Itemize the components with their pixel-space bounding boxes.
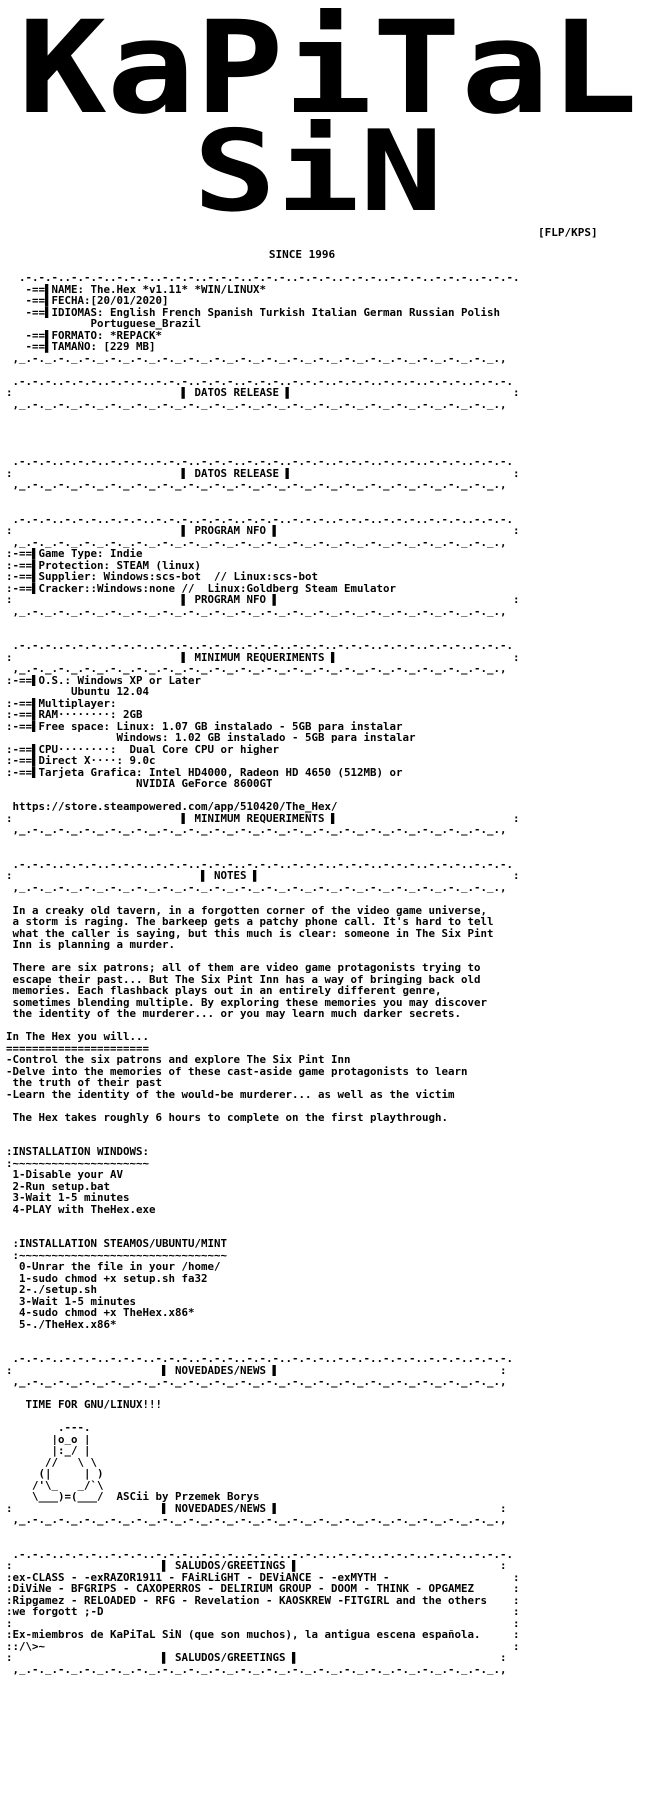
nfo-line	[6, 1215, 650, 1227]
nfo-line	[6, 617, 650, 629]
nfo-line	[6, 410, 650, 422]
nfo-line: -==▌NAME: The.Hex *v1.11* *WIN/LINUX*	[6, 283, 267, 295]
nfo-line	[6, 1411, 650, 1423]
nfo-line: :-==▌Free space: Linux: 1.07 GB instalado - 5GB para instalar	[6, 720, 403, 732]
nfo-line: :-==▌RAM········: 2GB	[6, 709, 143, 721]
logo-line-1: KaPiTaL	[18, 0, 638, 143]
nfo-line	[6, 433, 650, 445]
nfo-line: ,_.-._.-._.-._.-._.-._.-._.-._.-._.-._.-._.-._.-._.-._.-._.-._.-._.-._.-._.,	[6, 1376, 507, 1388]
nfo-line: .-.-.-..-.-.-..-.-.-..-.-.-..-.-.-..-.-.-..-.-.-..-.-.-..-.-.-..-.-.-..-.-.-.	[6, 272, 520, 284]
nfo-line: : ▌ NOVEDADES/NEWS ▌ :	[6, 1502, 507, 1514]
nfo-line: :Ex-miembros de KaPiTaL SiN (que son muchos), la antigua escena española. :	[6, 1629, 520, 1641]
nfo-line	[6, 1135, 650, 1147]
nfo-line: :DiViNe - BFGRIPS - CAXOPERROS - DELIRIUM GROUP - DOOM - THINK - OPGAMEZ :	[6, 1583, 520, 1595]
nfo-line: 2-./setup.sh	[6, 1284, 98, 1296]
nfo-line: ,_.-._.-._.-._.-._.-._.-._.-._.-._.-._.-._.-._.-._.-._.-._.-._.-._.-._.-._.,	[6, 1663, 507, 1675]
nfo-line: -Learn the identity of the would-be murderer... as well as the victim	[6, 1088, 455, 1100]
nfo-line: memories. Each flashback plays out in an entirely different genre,	[6, 985, 442, 997]
nfo-line: 4-PLAY with TheHex.exe	[6, 1203, 156, 1215]
nfo-line	[6, 1020, 650, 1032]
nfo-line: :-==▌Multiplayer:	[6, 697, 117, 709]
nfo-line: -==▌TAMAÑO: [229 MB]	[6, 341, 156, 353]
nfo-line	[6, 1526, 650, 1538]
nfo-line: :-==▌Game Type: Indie	[6, 548, 143, 560]
nfo-line	[6, 847, 650, 859]
nfo-line: ,_.-._.-._.-._.-._.-._.-._.-._.-._.-._.-._.-._.-._.-._.-._.-._.-._.-._.-._.,	[6, 536, 507, 548]
nfo-line: .-.-.-..-.-.-..-.-.-..-.-.-..-.-.-..-.-.-..-.-.-..-.-.-..-.-.-..-.-.-..-.-.-.	[6, 513, 514, 525]
nfo-line: ======================	[6, 1042, 150, 1054]
nfo-line: ,_.-._.-._.-._.-._.-._.-._.-._.-._.-._.-._.-._.-._.-._.-._.-._.-._.-._.-._.,	[6, 1514, 507, 1526]
nfo-line: |o_o |	[6, 1433, 91, 1445]
nfo-line: :-==▌Cracker::Windows:none // Linux:Goldberg Steam Emulator	[6, 582, 397, 594]
nfo-line: .-.-.-..-.-.-..-.-.-..-.-.-..-.-.-..-.-.-..-.-.-..-.-.-..-.-.-..-.-.-..-.-.-.	[6, 858, 514, 870]
nfo-line: : ▌ DATOS RELEASE ▌ :	[6, 387, 520, 399]
nfo-line	[6, 893, 650, 905]
nfo-line: In a creaky old tavern, in a forgotten corner of the video game universe,	[6, 904, 488, 916]
nfo-line	[6, 1342, 650, 1354]
nfo-line: escape their past... But The Six Pint Inn has a way of bringing back old	[6, 973, 481, 985]
nfo-line: :ex-CLASS - -exRAZOR1911 - FAiRLiGHT - DEViANCE - -exMYTH - :	[6, 1571, 520, 1583]
nfo-line: -==▌IDIOMAS: English French Spanish Turkish Italian German Russian Polish	[6, 306, 501, 318]
nfo-line	[6, 1100, 650, 1112]
nfo-line	[6, 445, 650, 457]
nfo-line	[6, 491, 650, 503]
nfo-line: .-.-.-..-.-.-..-.-.-..-.-.-..-.-.-..-.-.-..-.-.-..-.-.-..-.-.-..-.-.-..-.-.-.	[6, 1548, 514, 1560]
nfo-line: ,_.-._.-._.-._.-._.-._.-._.-._.-._.-._.-._.-._.-._.-._.-._.-._.-._.-._.-._.,	[6, 479, 507, 491]
nfo-line: .-.-.-..-.-.-..-.-.-..-.-.-..-.-.-..-.-.-..-.-.-..-.-.-..-.-.-..-.-.-..-.-.-.	[6, 640, 514, 652]
nfo-line: the truth of their past	[6, 1077, 163, 1089]
nfo-line	[6, 1227, 650, 1239]
nfo-line: : ▌ NOTES ▌ :	[6, 870, 520, 882]
nfo-line: : ▌ NOVEDADES/NEWS ▌ :	[6, 1364, 507, 1376]
nfo-line: 2-Run setup.bat	[6, 1180, 111, 1192]
nfo-line: : ▌ MINIMUM REQUERIMENTS ▌ :	[6, 812, 520, 824]
nfo-line: :-==▌Direct X····: 9.0c	[6, 755, 156, 767]
nfo-line	[6, 1330, 650, 1342]
nfo-line: // \ \	[6, 1456, 98, 1468]
nfo-line: 4-sudo chmod +x TheHex.x86*	[6, 1307, 195, 1319]
nfo-line: : ▌ SALUDOS/GREETINGS ▌ :	[6, 1560, 507, 1572]
nfo-line: the identity of the murderer... or you may learn much darker secrets.	[6, 1008, 462, 1020]
nfo-line: In The Hex you will...	[6, 1031, 150, 1043]
nfo-line	[6, 364, 650, 376]
since-text: SINCE 1996	[268, 248, 336, 261]
nfo-line: :~~~~~~~~~~~~~~~~~~~~~	[6, 1157, 150, 1169]
nfo-line: : ▌ MINIMUM REQUERIMENTS ▌ :	[6, 651, 520, 663]
nfo-line: sometimes blending multiple. By exploring these memories you may discover	[6, 996, 488, 1008]
nfo-line: : ▌ PROGRAM NFO ▌ :	[6, 525, 520, 537]
nfo-line: :INSTALLATION WINDOWS:	[6, 1146, 150, 1158]
nfo-line: :-==▌Protection: STEAM (linux)	[6, 559, 202, 571]
nfo-line: : ▌ SALUDOS/GREETINGS ▌ :	[6, 1652, 507, 1664]
nfo-line: :-==▌CPU········: Dual Core CPU or higher	[6, 743, 280, 755]
nfo-line: 0-Unrar the file in your /home/	[6, 1261, 221, 1273]
nfo-line: -Delve into the memories of these cast-aside game protagonists to learn	[6, 1065, 468, 1077]
nfo-line: TIME FOR GNU/LINUX!!!	[6, 1399, 163, 1411]
nfo-line	[6, 1388, 650, 1400]
nfo-line	[6, 836, 650, 848]
logo-line-2: SiN	[193, 107, 443, 237]
nfo-line: : :	[6, 1617, 520, 1629]
nfo-line: Inn is planning a murder.	[6, 939, 176, 951]
nfo-line: ,_.-._.-._.-._.-._.-._.-._.-._.-._.-._.-._.-._.-._.-._.-._.-._.-._.-._.-._.,	[6, 881, 507, 893]
group-tag: [FLP/KPS]	[538, 226, 598, 239]
nfo-line	[6, 502, 650, 514]
nfo-line: :-==▌Tarjeta Grafica: Intel HD4000, Radeon HD 4650 (512MB) or	[6, 766, 403, 778]
nfo-line: ::/\>~ :	[6, 1640, 520, 1652]
nfo-line: .-.-.-..-.-.-..-.-.-..-.-.-..-.-.-..-.-.-..-.-.-..-.-.-..-.-.-..-.-.-..-.-.-.	[6, 375, 514, 387]
nfo-line: ,_.-._.-._.-._.-._.-._.-._.-._.-._.-._.-._.-._.-._.-._.-._.-._.-._.-._.-._.,	[6, 398, 507, 410]
nfo-line: : ▌ PROGRAM NFO ▌ :	[6, 594, 520, 606]
nfo-line: /'\_ _/`\	[6, 1479, 104, 1491]
nfo-line: 5-./TheHex.x86*	[6, 1318, 117, 1330]
nfo-line: .---.	[6, 1422, 91, 1434]
nfo-line: -==▌FECHA:[20/01/2020]	[6, 295, 169, 307]
nfo-line: ,_.-._.-._.-._.-._.-._.-._.-._.-._.-._.-._.-._.-._.-._.-._.-._.-._.-._.-._.,	[6, 824, 507, 836]
nfo-line: 3-Wait 1-5 minutes	[6, 1295, 137, 1307]
nfo-line: NVIDIA GeForce 8600GT	[6, 778, 273, 790]
nfo-line	[6, 951, 650, 963]
nfo-line: 3-Wait 1-5 minutes	[6, 1192, 130, 1204]
nfo-line: .-.-.-..-.-.-..-.-.-..-.-.-..-.-.-..-.-.-..-.-.-..-.-.-..-.-.-..-.-.-..-.-.-.	[6, 1353, 514, 1365]
nfo-line: ,_.-._.-._.-._.-._.-._.-._.-._.-._.-._.-._.-._.-._.-._.-._.-._.-._.-._.-._.,	[6, 605, 507, 617]
nfo-line[interactable]: https://store.steampowered.com/app/510420/The_Hex/	[6, 801, 338, 813]
nfo-line: : ▌ DATOS RELEASE ▌ :	[6, 467, 520, 479]
nfo-line: :-==▌O.S.: Windows XP or Later	[6, 674, 202, 686]
nfo-body	[6, 272, 650, 1675]
nfo-line	[6, 422, 650, 434]
nfo-line: Portuguese_Brazil	[6, 318, 202, 330]
nfo-line: |:_/ |	[6, 1445, 91, 1457]
nfo-line: -Control the six patrons and explore The Six Pint Inn	[6, 1054, 351, 1066]
nfo-line: :-==▌Supplier: Windows:scs-bot // Linux:scs-bot	[6, 571, 319, 583]
nfo-line: :we forgott ;-D :	[6, 1606, 520, 1618]
nfo-line: 1-Disable your AV	[6, 1169, 124, 1181]
nfo-line: :~~~~~~~~~~~~~~~~~~~~~~~~~~~~~~~~	[6, 1249, 228, 1261]
nfo-line: :Ripgamez - RELOADED - RFG - Revelation - KAOSKREW -FITGIRL and the others :	[6, 1594, 520, 1606]
nfo-line	[6, 790, 650, 802]
nfo-line: ,_.-._.-._.-._.-._.-._.-._.-._.-._.-._.-._.-._.-._.-._.-._.-._.-._.-._.-._.,	[6, 663, 507, 675]
nfo-line: There are six patrons; all of them are video game protagonists trying to	[6, 962, 481, 974]
nfo-line: \___)=(___/ ASCii by Przemek Borys	[6, 1491, 260, 1503]
nfo-line: ,_.-._.-._.-._.-._.-._.-._.-._.-._.-._.-._.-._.-._.-._.-._.-._.-._.-._.-._.,	[6, 352, 507, 364]
nfo-line: Windows: 1.02 GB instalado - 5GB para instalar	[6, 732, 416, 744]
nfo-line: The Hex takes roughly 6 hours to complete on the first playthrough.	[6, 1111, 449, 1123]
nfo-line: (| | )	[6, 1468, 104, 1480]
nfo-line	[6, 629, 650, 641]
kapital-sin-logo	[0, 0, 656, 272]
nfo-line: -==▌FORMATO: *REPACK*	[6, 329, 163, 341]
nfo-line: Ubuntu 12.04	[6, 686, 150, 698]
nfo-line: .-.-.-..-.-.-..-.-.-..-.-.-..-.-.-..-.-.-..-.-.-..-.-.-..-.-.-..-.-.-..-.-.-.	[6, 456, 514, 468]
nfo-line	[6, 1123, 650, 1135]
nfo-line: a storm is raging. The barkeep gets a patchy phone call. It's hard to tell	[6, 916, 494, 928]
nfo-line: 1-sudo chmod +x setup.sh fa32	[6, 1272, 208, 1284]
nfo-line: what the caller is saying, but this much is clear: someone in The Six Pint	[6, 927, 494, 939]
nfo-line	[6, 1537, 650, 1549]
nfo-line: :INSTALLATION STEAMOS/UBUNTU/MINT	[6, 1238, 228, 1250]
